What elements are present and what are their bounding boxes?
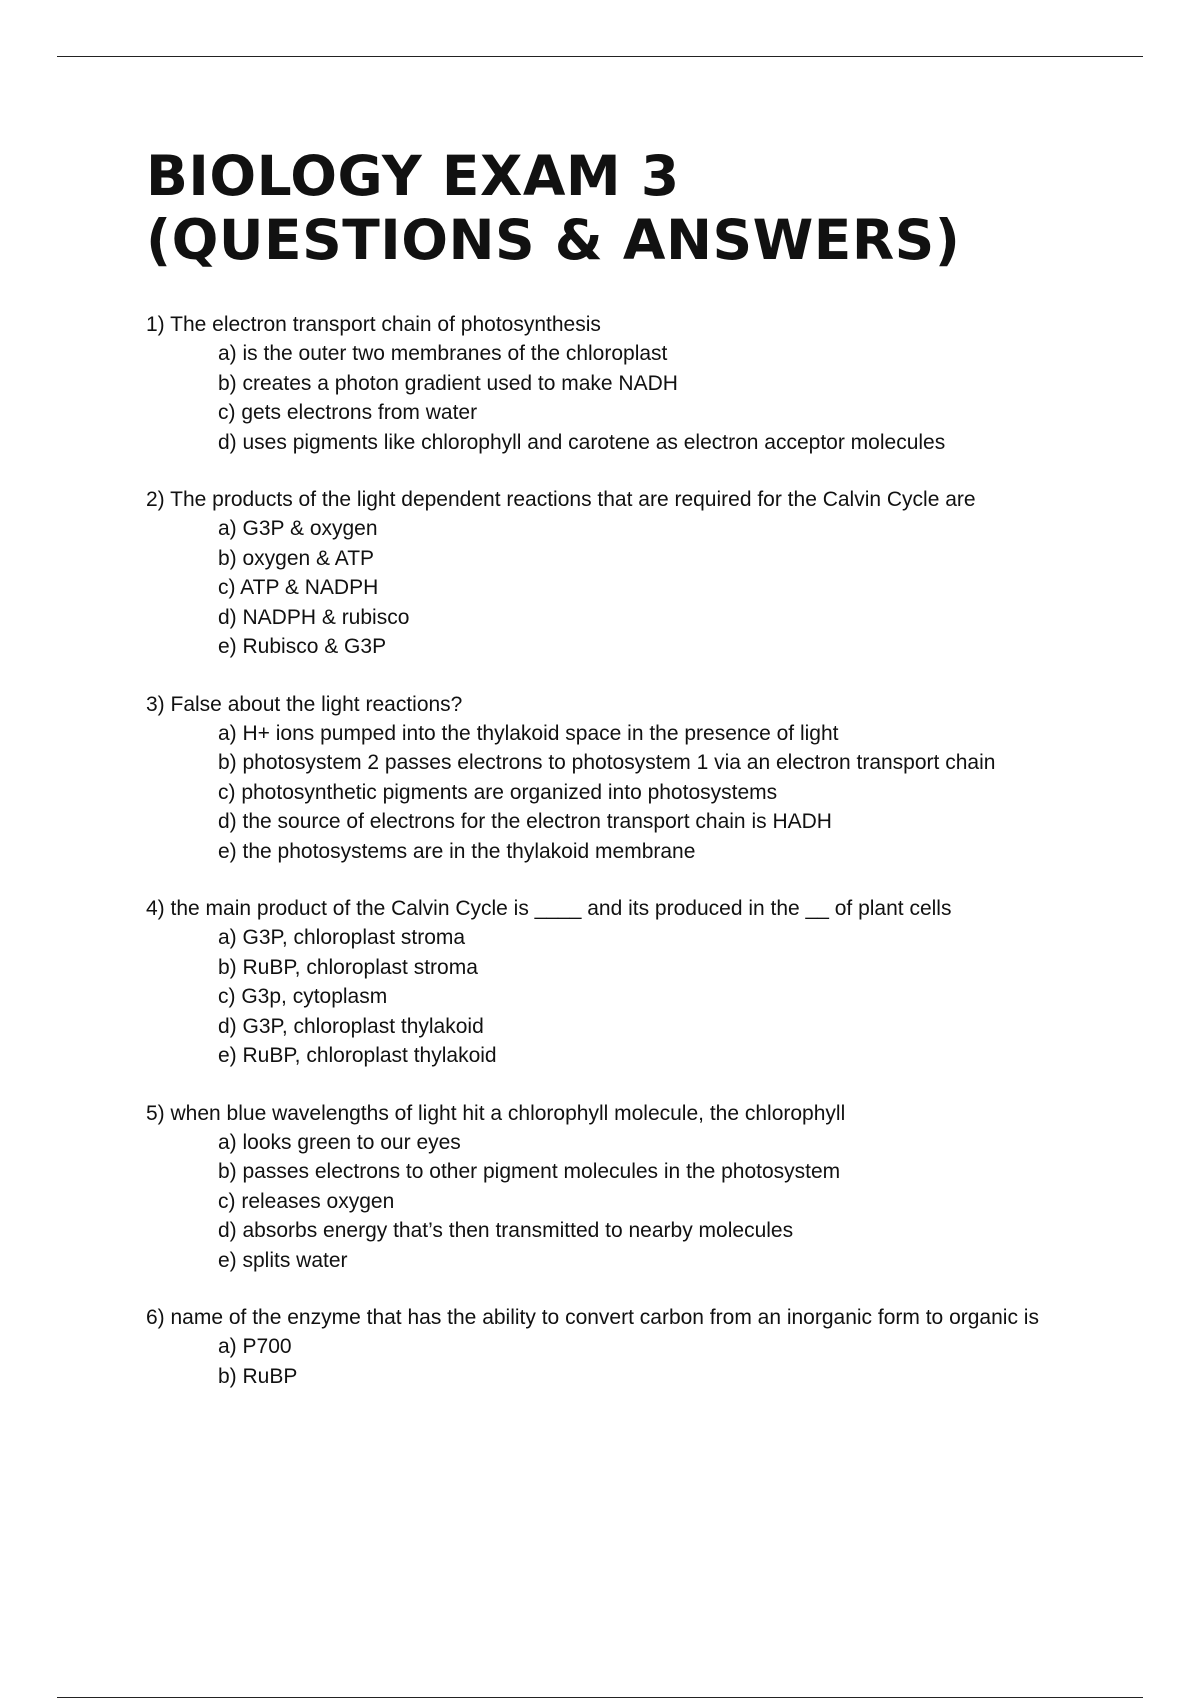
question-block (146, 485, 1086, 662)
answer-option: d) G3P, chloroplast thylakoid (218, 1014, 484, 1038)
answer-option: d) absorbs energy that’s then transmitted to nearby molecules (218, 1219, 794, 1242)
question-text: 5) when blue wavelengths of light hit a chlorophyll molecule, the chlorophyll (146, 1101, 846, 1125)
page-title-line-1: BIOLOGY EXAM 3 (146, 144, 680, 208)
question-block (146, 310, 1086, 457)
answer-option: c) photosynthetic pigments are organized into photosystems (218, 780, 778, 804)
footer-rule (57, 1697, 1143, 1698)
answer-option: e) the photosystems are in the thylakoid membrane (218, 839, 696, 863)
answer-option: a) P700 (218, 1335, 292, 1358)
answer-option: b) creates a photon gradient used to make NADH (218, 371, 678, 395)
answer-option: a) G3P & oxygen (218, 517, 378, 540)
answer-option: d) the source of electrons for the electron transport chain is HADH (218, 810, 832, 833)
answer-option: a) G3P, chloroplast stroma (218, 926, 466, 949)
question-block (146, 1303, 1086, 1391)
answer-option: b) RuBP, chloroplast stroma (218, 955, 478, 979)
answer-option: c) ATP & NADPH (218, 576, 379, 599)
answer-option: d) NADPH & rubisco (218, 605, 410, 629)
question-block (146, 894, 1086, 1071)
answer-options (146, 1332, 1086, 1391)
page-title (146, 144, 1106, 272)
question-text: 3) False about the light reactions? (146, 692, 463, 716)
answer-option: e) splits water (218, 1248, 348, 1272)
answer-option: b) passes electrons to other pigment molecules in the photosystem (218, 1160, 841, 1183)
answer-options (146, 1128, 1086, 1276)
answer-options (146, 923, 1086, 1071)
page-title-line-2: (QUESTIONS & ANSWERS) (146, 208, 961, 272)
answer-options (146, 514, 1086, 662)
answer-options (146, 719, 1086, 867)
answer-option: d) uses pigments like chlorophyll and carotene as electron acceptor molecules (218, 430, 946, 454)
question-text: 4) the main product of the Calvin Cycle is ____ and its produced in the __ of plant cells (146, 897, 952, 920)
answer-option: c) G3p, cytoplasm (218, 985, 388, 1008)
answer-option: c) gets electrons from water (218, 401, 478, 424)
answer-option: e) RuBP, chloroplast thylakoid (218, 1044, 497, 1067)
answer-option: b) oxygen & ATP (218, 546, 375, 570)
answer-option: e) Rubisco & G3P (218, 635, 387, 658)
answer-option: b) photosystem 2 passes electrons to photosystem 1 via an electron transport chain (218, 751, 996, 774)
answer-option: c) releases oxygen (218, 1189, 395, 1213)
answer-options (146, 339, 1086, 457)
answer-option: a) looks green to our eyes (218, 1130, 461, 1154)
answer-option: a) is the outer two membranes of the chloroplast (218, 342, 668, 365)
answer-option: b) RuBP (218, 1364, 298, 1388)
header-rule (57, 56, 1143, 57)
answer-option: a) H+ ions pumped into the thylakoid space in the presence of light (218, 721, 839, 745)
question-list (146, 310, 1086, 1419)
question-text: 6) name of the enzyme that has the ability to convert carbon from an inorganic form to organic is (146, 1306, 1039, 1329)
question-text: 1) The electron transport chain of photosynthesis (146, 313, 601, 336)
question-block (146, 1099, 1086, 1276)
question-block (146, 690, 1086, 867)
question-text: 2) The products of the light dependent reactions that are required for the Calvin Cycle are (146, 488, 976, 511)
